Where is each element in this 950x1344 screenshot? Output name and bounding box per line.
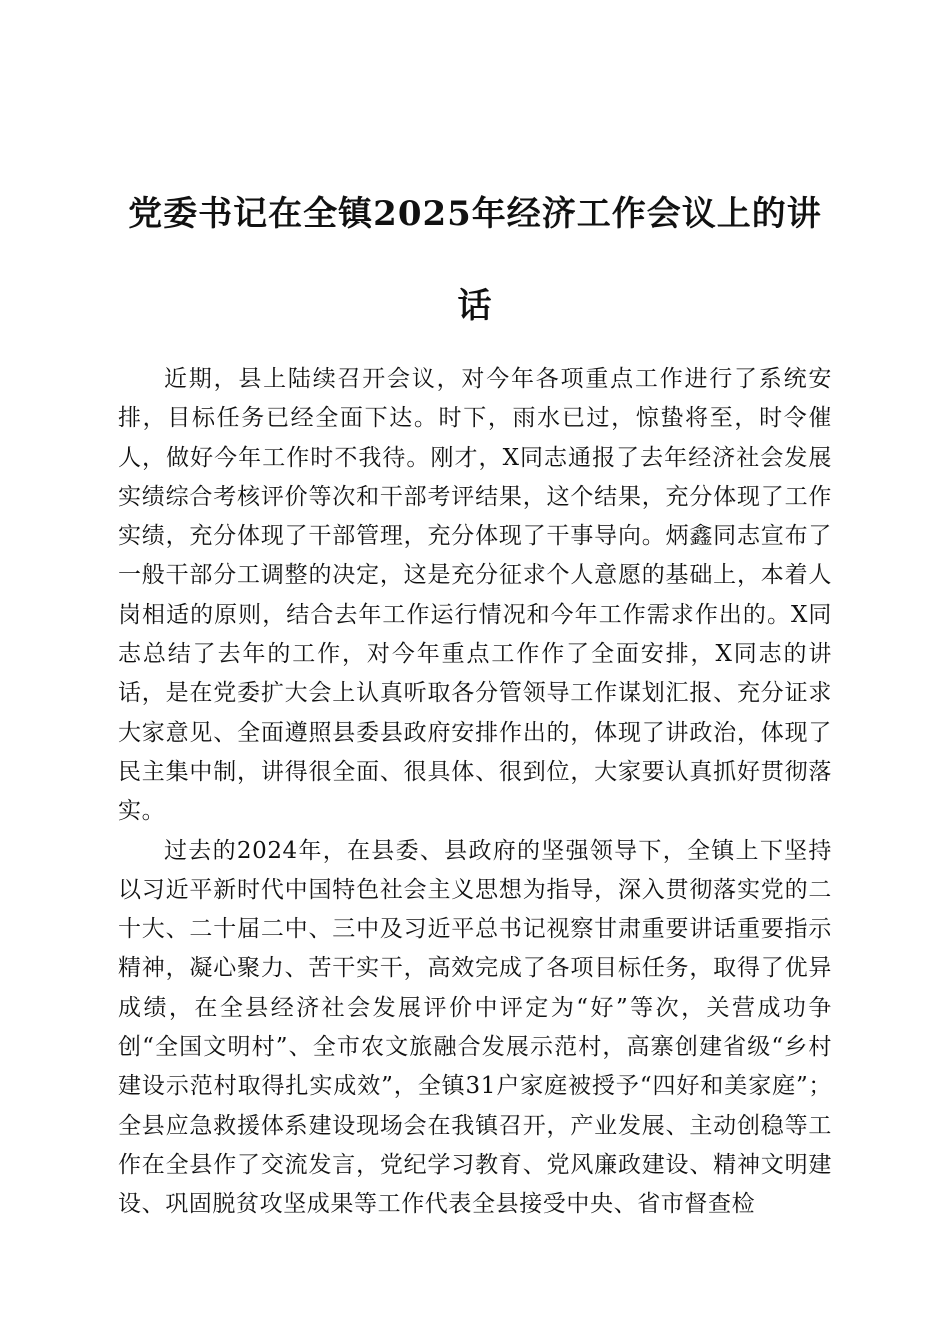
document-title: 党委书记在全镇2025年经济工作会议上的讲话 (128, 194, 822, 326)
paragraph-1: 近期，县上陆续召开会议，对今年各项重点工作进行了系统安排，目标任务已经全面下达。时下，雨水已过，惊蛰将至，时令催人，做好今年工作时不我待。刚才，X同志通报了去年经济社会发展实绩综合考核评价等次和干部考评结果，这个结果，充分体现了工作实绩，充分体现了干部管理，充分体现了干事导向。炳鑫同志宣布了一般干部分工调整的决定，这是充分征求个人意愿的基础上，本着人岗相适的原则，结合去年工作运行情况和今年工作需求作出的。X同志总结了去年的工作，对今年重点工作作了全面安排，X同志的讲话，是在党委扩大会上认真听取各分管领导工作谋划汇报、充分证求大家意见、全面遵照县委县政府安排作出的，体现了讲政治，体现了民主集中制，讲得很全面、很具体、很到位，大家要认真抓好贯彻落实。 (118, 366, 832, 825)
paragraph-2: 过去的2024年，在县委、县政府的坚强领导下，全镇上下坚持以习近平新时代中国特色社会主义思想为指导，深入贯彻落实党的二十大、二十届二中、三中及习近平总书记视察甘肃重要讲话重要指示精神，凝心聚力、苦干实干，高效完成了各项目标任务，取得了优异成绩，在全县经济社会发展评价中评定为“好”等次，关营成功争创“全国文明村”、全市农文旅融合发展示范村，高寨创建省级“乡村建设示范村取得扎实成效”，全镇31户家庭被授予“四好和美家庭”；全县应急救援体系建设现场会在我镇召开，产业发展、主动创稳等工作在全县作了交流发言，党纪学习教育、党风廉政建设、精神文明建设、巩固脱贫攻坚成果等工作代表全县接受中央、省市督查检 (118, 837, 832, 1218)
document-body (118, 360, 832, 1225)
